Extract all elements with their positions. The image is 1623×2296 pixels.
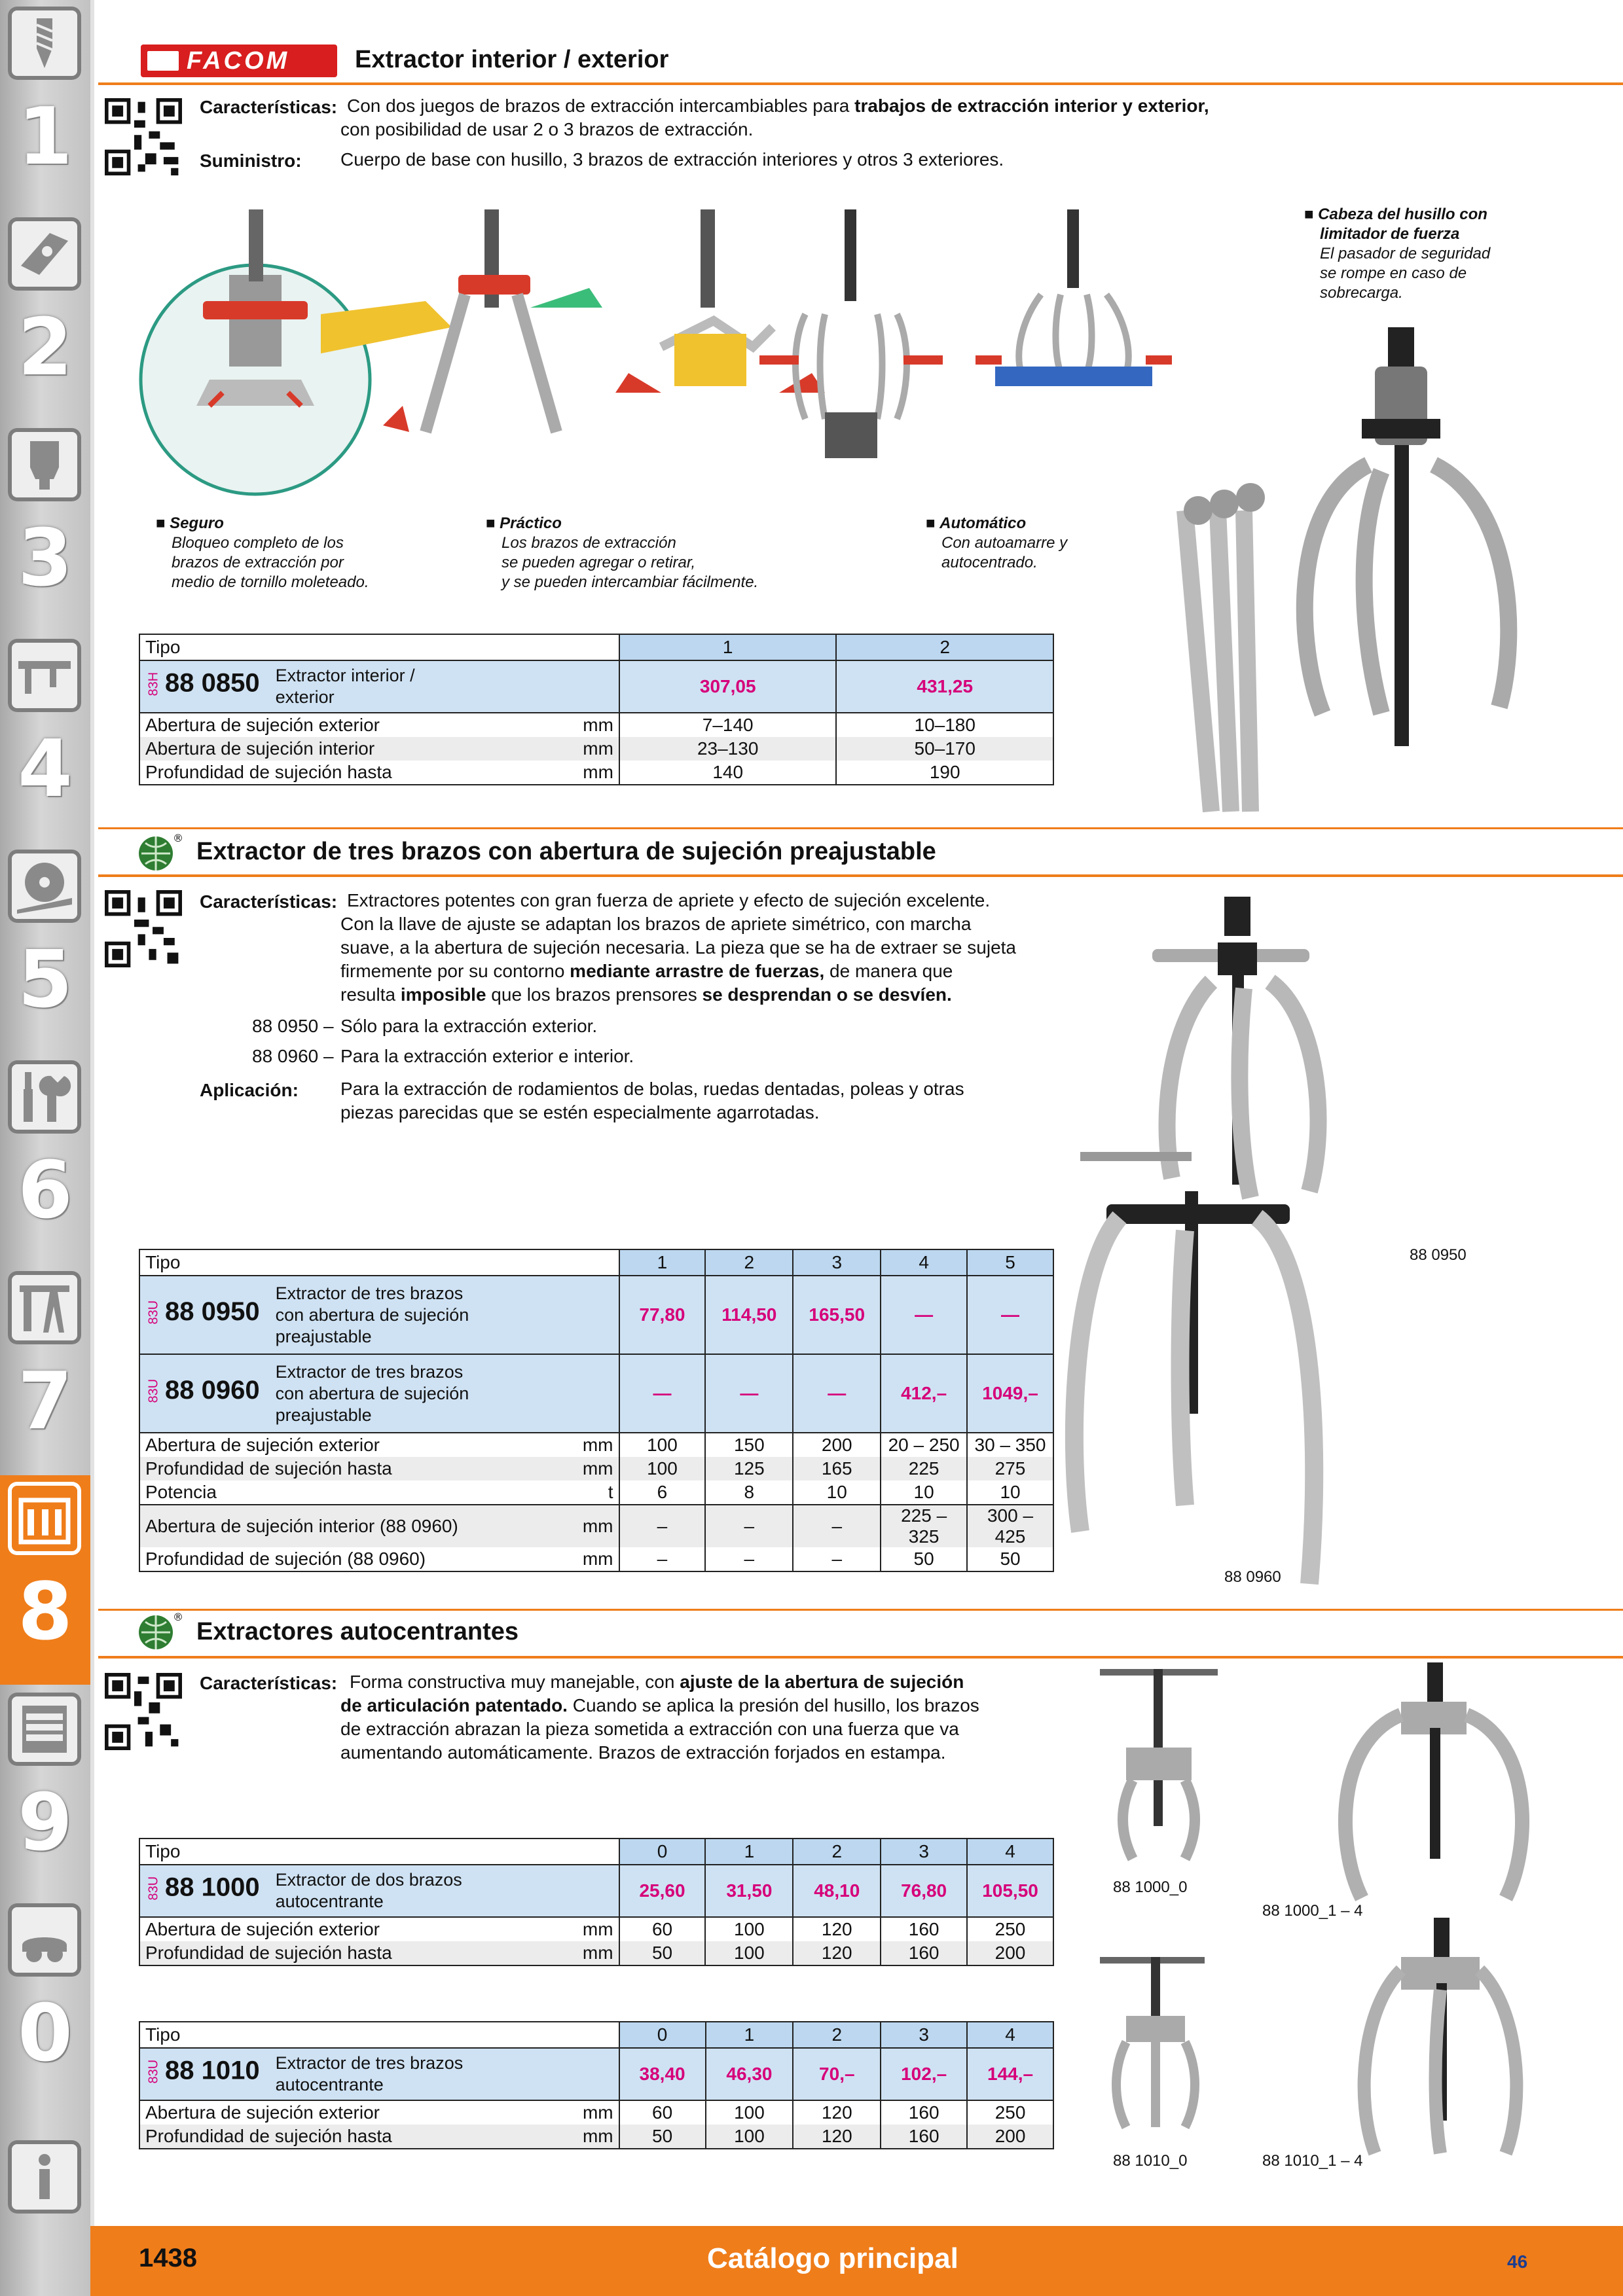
price: — [705, 1354, 793, 1433]
wrench-screwdriver-icon [8, 1060, 81, 1134]
section-rule [98, 1656, 1623, 1659]
chapter-number: 0 [18, 1988, 73, 2079]
section-rule [98, 82, 1623, 85]
application-text: Para la extracción de rodamientos de bolas, ruedas dentadas, poleas y otras [340, 1079, 964, 1099]
features-line-3: suave, a la abertura de sujeción necesaria. La pieza que se ha de extraer se sujeta [340, 937, 1016, 958]
note-text: Para la extracción exterior e interior. [340, 1046, 634, 1066]
image-tag: 88 1010_1 – 4 [1262, 2152, 1363, 2170]
price: 31,50 [705, 1865, 793, 1917]
price: 25,60 [619, 1865, 706, 1917]
tipo-label: Tipo [139, 1249, 619, 1276]
chapter-tab-5[interactable] [0, 843, 90, 1052]
tipo-label: Tipo [139, 2022, 619, 2048]
tool-case-icon [8, 1482, 81, 1555]
price: 1049,– [967, 1354, 1053, 1433]
application-text-cont: piezas parecidas que se estén especialmente agarrotadas. [340, 1102, 820, 1122]
extractor-880850-photo [1165, 314, 1506, 812]
product-row-880960: 83U 88 0960Extractor de tres brazos con abertura de sujeción preajustable — — — 412,– 1049,– [139, 1354, 1053, 1433]
rail-edge [90, 0, 94, 2296]
chapter-number: 1 [18, 92, 73, 183]
price: 38,40 [619, 2048, 706, 2100]
extractor-880950-880960-photos [1061, 877, 1558, 1604]
chapter-number: 3 [18, 513, 73, 604]
saw-blade-icon [8, 850, 81, 923]
section-rule [98, 1609, 1623, 1611]
application-label: Aplicación: [200, 1080, 299, 1100]
image-tag: 88 0950 [1410, 1246, 1467, 1264]
section-title: Extractores autocentrantes [196, 1618, 519, 1645]
supply-text: Cuerpo de base con husillo, 3 brazos de extracción interiores y otros 3 exteriores. [340, 149, 1004, 170]
chapter-tab-7[interactable] [0, 1265, 90, 1474]
price: 102,– [881, 2048, 967, 2100]
chapter-number: 9 [18, 1778, 73, 1869]
features-line-5: resulta imposible que los brazos prensores se desprendan o se desvíen. [340, 984, 952, 1005]
note-code: 88 0960 – [252, 1046, 334, 1066]
drill-bit-icon [8, 7, 81, 80]
qr-code-icon[interactable] [105, 1673, 182, 1750]
price: 77,80 [619, 1276, 706, 1354]
price: 114,50 [705, 1276, 793, 1354]
note-code: 88 0950 – [252, 1016, 334, 1036]
features-label: Características: [200, 1673, 338, 1693]
section-rule [98, 827, 1623, 829]
features-text-cont: con posibilidad de usar 2 o 3 brazos de extracción. [340, 119, 754, 139]
features-line-4: firmemente por su contorno mediante arrastre de fuerzas, de manera que [340, 961, 953, 981]
qr-code-icon[interactable] [105, 890, 182, 967]
price-table-880850: Tipo 1 2 83H 88 0850 Extractor interior / exterior 307,05 431,25 Abertura de sujeción exterior mm 7–140 10–180 Abertura de sujeción interior mm 23–130 50–170 Profundidad de sujeción hasta mm 140 190 [139, 634, 1054, 785]
caption-practico: ■ Práctico Los brazos de extracción se pueden agregar o retirar, y se pueden intercambiar fácilmente. [486, 514, 759, 591]
image-tag: 88 1000_0 [1113, 1878, 1188, 1896]
section-title: Extractor de tres brazos con abertura de sujeción preajustable [196, 838, 936, 865]
price: 165,50 [793, 1276, 881, 1354]
tipo-label: Tipo [139, 634, 619, 660]
price-table-881010: Tipo 0 1 2 3 4 83U 88 1010 Extractor de tres brazos autocentrante 38,40 46,30 70,– 102,– 144,– Abertura de sujeción exterior mm 60 100 120 160 250 Profundidad de sujeción hasta mm 50 100 120 160 200 [139, 2021, 1054, 2149]
caption-seguro: ■ Seguro Bloqueo completo de los brazos de extracción por medio de tornillo moleteado. [156, 514, 369, 591]
facom-logo [141, 45, 337, 77]
note-text: Sólo para la extracción exterior. [340, 1016, 598, 1036]
caption-cabeza-husillo: ■ Cabeza del husillo con limitador de fuerza El pasador de seguridad se rompe en caso de sobrecarga. [1304, 206, 1491, 302]
price: — [619, 1354, 706, 1433]
price: — [793, 1354, 881, 1433]
image-tag: 88 1000_1 – 4 [1262, 1902, 1363, 1920]
chapter-number: 5 [18, 935, 73, 1026]
globe-quality-icon [136, 833, 182, 872]
price: 48,10 [793, 1865, 881, 1917]
features-label: Características: [200, 97, 338, 117]
features-line-3: de extracción abrazan la pieza sometida a extracción con una fuerza que va [340, 1719, 959, 1739]
svg-text:®: ® [173, 1611, 183, 1623]
features-label: Características: [200, 891, 338, 912]
features-line-4: aumentando automáticamente. Brazos de extracción forjados en estampa. [340, 1742, 946, 1763]
chapter-number: 2 [18, 302, 73, 393]
chapter-tab-3[interactable] [0, 422, 90, 631]
product-row-880850: 83H 88 0850 Extractor interior / exterior 307,05 431,25 [139, 660, 1053, 713]
price: 431,25 [836, 660, 1053, 713]
chapter-tab-6[interactable] [0, 1054, 90, 1263]
price: 307,05 [619, 660, 837, 713]
price-table-880950-880960: Tipo 1 2 3 4 5 83U 88 0950Extractor de tres brazos con abertura de sujeción preajustable 77,80 114,50 165,50 — — 83U 88 0960Extractor de tres brazos con abertura de sujeción preajustable — — — 412,– 1049,– Abertura de sujeción exterior mm 100 150 200 20 – 250 30 – 350 Profundidad de sujeción hasta mm 100 125 165 225 275 Potencia t 6 8 10 10 10 Abertura de sujeción interior (88 0960) mm – – – 225 – 325 300 – 425 Profundidad de sujeción (88 0960) mm – – – 50 50 [139, 1249, 1054, 1572]
extractor-mechanism-illustrations [151, 196, 1309, 511]
price-table-881000: Tipo 0 1 2 3 4 83U 88 1000 Extractor de dos brazos autocentrante 25,60 31,50 48,10 76,80 105,50 Abertura de sujeción exterior mm 60 100 120 160 250 Profundidad de sujeción hasta mm 50 100 120 160 200 [139, 1838, 1054, 1966]
chapter-tab-info[interactable] [0, 2108, 90, 2226]
tipo-label: Tipo [139, 1839, 619, 1865]
brand-wordmark: FACOM [187, 47, 290, 75]
section-title: Extractor interior / exterior [355, 46, 669, 73]
page-number: 1438 [139, 2244, 197, 2272]
caption-automatico: ■ Automático Con autoamarre y autocentrado. [926, 514, 1068, 571]
chapter-number: 6 [18, 1145, 73, 1236]
chapter-number: 8 [18, 1567, 73, 1658]
features-line-2: de articulación patentado. Cuando se aplica la presión del husillo, los brazos [340, 1695, 979, 1715]
footer-title: Catálogo principal [707, 2242, 958, 2274]
cabinet-icon [8, 1693, 81, 1766]
chapter-tab-2[interactable] [0, 211, 90, 420]
price: 76,80 [881, 1865, 967, 1917]
safety-glasses-icon [8, 1903, 81, 1977]
caliper-icon [8, 639, 81, 712]
tool-holder-icon [8, 428, 81, 501]
chapter-tab-8[interactable] [0, 1475, 90, 1685]
price: 70,– [793, 2048, 881, 2100]
features-text: Con dos juegos de brazos de extracción intercambiables para trabajos de extracción interior y exterior, [347, 96, 1209, 116]
price: 144,– [967, 2048, 1053, 2100]
product-row-881010: 83U 88 1010 Extractor de tres brazos autocentrante 38,40 46,30 70,– 102,– 144,– [139, 2048, 1053, 2100]
price: — [967, 1276, 1053, 1354]
chapter-number: 4 [18, 724, 73, 815]
svg-text:®: ® [173, 832, 183, 844]
chapter-tab-0[interactable] [0, 1897, 90, 2106]
chapter-tab-4[interactable] [0, 632, 90, 842]
qr-code-icon[interactable] [105, 98, 182, 175]
features-line-1: Extractores potentes con gran fuerza de apriete y efecto de sujeción excelente. [347, 890, 991, 910]
price: 105,50 [967, 1865, 1053, 1917]
features-line-2: Con la llave de ajuste se adaptan los brazos de apriete simétrico, con marcha [340, 914, 972, 934]
supply-label: Suministro: [200, 151, 302, 171]
globe-quality-icon [136, 1611, 182, 1651]
features-line-1: Forma constructiva muy manejable, con ajuste de la abertura de sujeción [350, 1672, 964, 1692]
price: 412,– [881, 1354, 967, 1433]
chapter-tab-1[interactable] [0, 0, 90, 209]
info-icon [8, 2140, 81, 2214]
price: — [881, 1276, 967, 1354]
footer-small-number: 46 [1507, 2251, 1528, 2272]
chapter-number: 7 [18, 1356, 73, 1447]
chapter-tab-9[interactable] [0, 1686, 90, 1895]
cutting-insert-icon [8, 217, 81, 291]
product-row-881000: 83U 88 1000 Extractor de dos brazos autocentrante 25,60 31,50 48,10 76,80 105,50 [139, 1865, 1053, 1917]
image-tag: 88 0960 [1224, 1568, 1281, 1586]
image-tag: 88 1010_0 [1113, 2152, 1188, 2170]
price: 46,30 [706, 2048, 793, 2100]
pliers-icon [8, 1271, 81, 1344]
product-row-880950: 83U 88 0950Extractor de tres brazos con abertura de sujeción preajustable 77,80 114,50 165,50 — — [139, 1276, 1053, 1354]
